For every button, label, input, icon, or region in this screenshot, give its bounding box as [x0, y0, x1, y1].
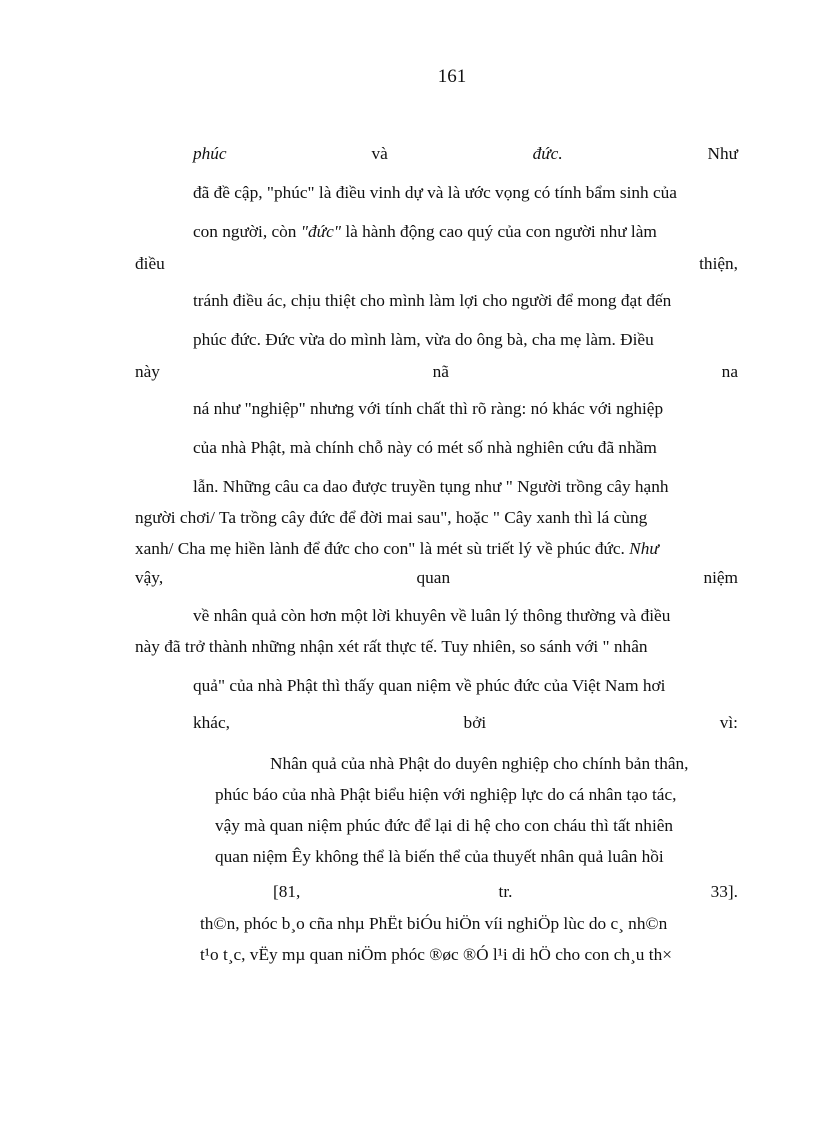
word: na	[721, 362, 738, 381]
word: điều	[135, 254, 165, 273]
line-9: của nhà Phật, mà chính chỗ này có mét số nhà nghiên cứu đã nhầm	[193, 438, 657, 457]
quote-line-1: Nhân quả của nhà Phật do duyên nghiệp cho chính bản thân,	[270, 754, 689, 773]
word: nã	[432, 362, 449, 381]
quote-line-4: quan niệm Êy không thể là biến thể của thuyết nhân quả luân hồi	[215, 847, 664, 866]
line-14: về nhân quả còn hơn một lời khuyên về luân lý thông thường và điều	[193, 606, 671, 625]
word: phúc	[193, 144, 227, 163]
word: khác,	[193, 713, 230, 732]
citation: tr.	[498, 882, 513, 901]
line-13	[135, 568, 738, 588]
text-run-italic: "đức"	[300, 222, 342, 241]
line-2: đã đề cập, "phúc" là điều vinh dự và là ước vọng có tính bẩm sinh của	[193, 183, 677, 202]
line-4	[135, 254, 738, 274]
citation: 33].	[710, 882, 738, 901]
word: Như	[707, 144, 738, 163]
word: đức.	[532, 144, 563, 163]
garbled-line-2: t¹o t¸c, vËy mµ quan niÖm phóc ®øc ®Ó l¹i di hÖ cho con ch¸u th×	[200, 945, 672, 964]
quote-line-5	[273, 882, 738, 902]
text-run: con người, còn	[193, 222, 301, 241]
quote-line-2: phúc báo của nhà Phật biểu hiện với nghiệp lực do cá nhân tạo tác,	[215, 785, 677, 804]
line-17	[193, 713, 738, 733]
line-1	[193, 144, 738, 164]
word: niệm	[703, 568, 738, 587]
word: vì:	[719, 713, 738, 732]
line-7	[135, 362, 738, 382]
word: quan	[416, 568, 451, 587]
line-15: này đã trở thành những nhận xét rất thực tế. Tuy nhiên, so sánh với " nhân	[135, 637, 648, 656]
page-number: 161	[437, 66, 467, 87]
line-6: phúc đức. Đức vừa do mình làm, vừa do ông bà, cha mẹ làm. Điều	[193, 330, 654, 349]
quote-line-3: vậy mà quan niệm phúc đức để lại di hệ cho con cháu thì tất nhiên	[215, 816, 674, 835]
citation: [81,	[273, 882, 301, 901]
line-10: lẫn. Những câu ca dao được truyền tụng như " Người trồng cây hạnh	[193, 477, 669, 496]
line-8: ná như "nghiệp" nhưng với tính chất thì rõ ràng: nó khác với nghiệp	[193, 399, 664, 418]
word: này	[135, 362, 160, 381]
text-run: xanh/ Cha mẹ hiền lành để đức cho con" là mét sù triết lý về phúc đức.	[135, 539, 630, 558]
line-11: người chơi/ Ta trồng cây đức để đời mai sau", hoặc " Cây xanh thì lá cùng	[135, 508, 648, 527]
word: thiện,	[699, 254, 738, 273]
line-5: tránh điều ác, chịu thiệt cho mình làm lợi cho người để mong đạt đến	[193, 291, 672, 310]
word: vậy,	[135, 568, 164, 587]
line-3	[193, 222, 657, 242]
garbled-line-1: th©n, phóc b¸o cña nhµ PhËt biÓu hiÖn víi nghiÖp lùc do c¸ nh©n	[200, 914, 668, 933]
word: bởi	[463, 713, 487, 732]
line-12	[135, 539, 659, 559]
text-run: là hành động cao quý của con người như làm	[341, 222, 657, 241]
word: và	[371, 144, 388, 163]
line-16: quả" của nhà Phật thì thấy quan niệm về phúc đức của Việt Nam hơi	[193, 676, 666, 695]
text-run-italic: Như	[629, 539, 659, 558]
